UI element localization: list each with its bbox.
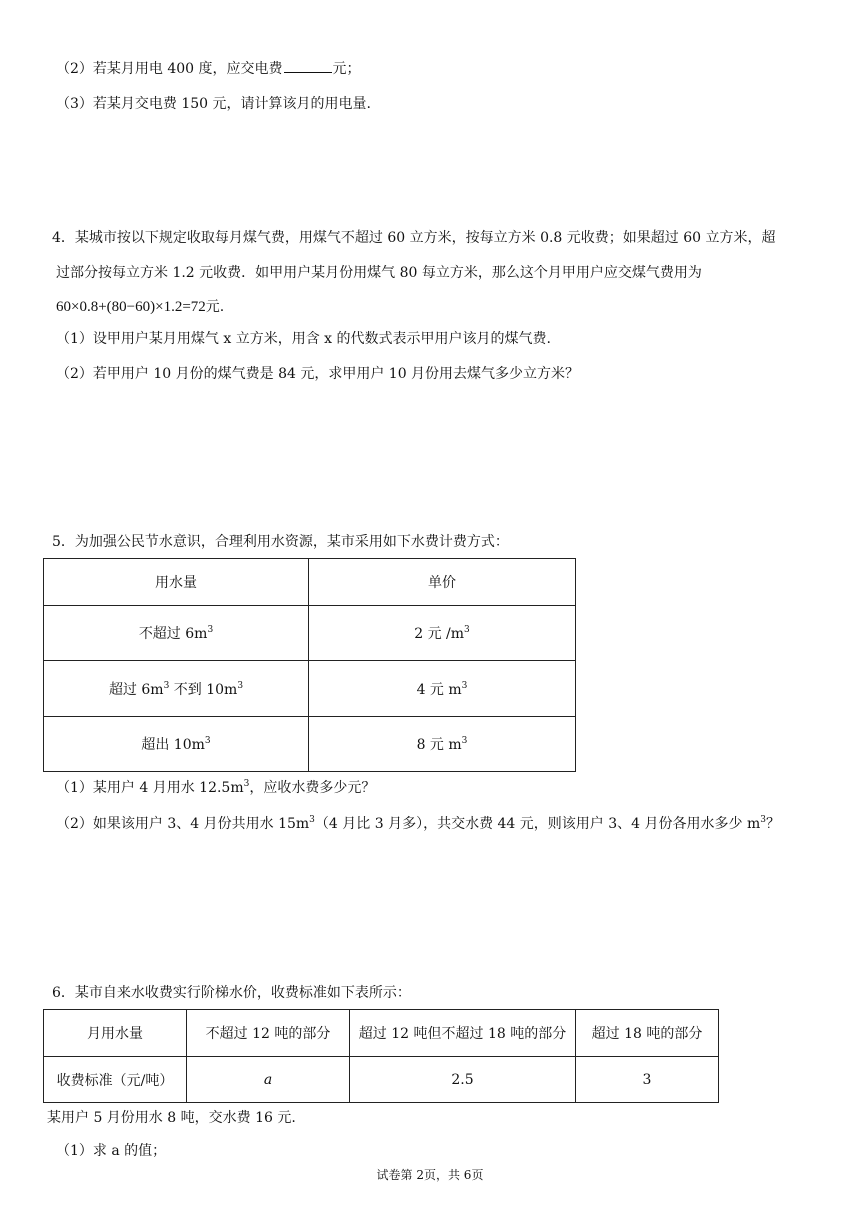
q4-sub2: （2）若甲用户 10 月份的煤气费是 84 元，求甲用户 10 月份用去煤气多少立方米？ — [56, 366, 580, 382]
table-row — [44, 717, 576, 772]
header-usage: 用水量 — [44, 559, 309, 606]
usage-cell: 超过 $6m^3$ 不到 $10m^3$ — [44, 661, 309, 717]
q6-note: 某用户 5 月份用水 8 吨，交水费 16 元. — [47, 1110, 296, 1126]
q4-formula: 60×0.8+(80−60)×1.2=72 — [56, 299, 206, 315]
q4-line1: 4．某城市按以下规定收取每月煤气费，用煤气不超过 60 立方米，按每立方米 0.8 元收费；如果超过 60 立方米，超 — [52, 230, 776, 246]
header-cell: 超过 12 吨但不超过 18 吨的部分 — [350, 1010, 576, 1057]
rate-cell: 2.5 — [350, 1057, 576, 1103]
row-label: 收费标准（元/吨） — [44, 1057, 187, 1103]
q4-formula-suffix: 元. — [205, 299, 225, 315]
header-cell: 不超过 12 吨的部分 — [187, 1010, 350, 1057]
q5-price-table — [43, 558, 576, 772]
q5-sub1: （1）某用户 4 月用水 $12.5m^3$，应收水费多少元？ — [56, 779, 376, 796]
q3-sub2-prefix: （2）若某月用电 400 度，应交电费 — [56, 61, 283, 77]
q3-sub2-suffix: 元； — [332, 61, 361, 77]
header-price: 单价 — [309, 559, 576, 606]
q6-sub1: （1）求 a 的值； — [56, 1143, 167, 1159]
answer-blank[interactable] — [284, 58, 332, 73]
q3-sub3: （3）若某月交电费 150 元，请计算该月的用电量. — [56, 96, 371, 112]
table-row — [44, 661, 576, 717]
price-cell: 2 元 $/m^3$ — [309, 606, 576, 661]
page-footer: 试卷第 2页，共 6页 — [376, 1168, 484, 1182]
q4-line2: 过部分按每立方米 1.2 元收费．如甲用户某月份用煤气 80 每立方米，那么这个月甲用户应交煤气费用为 — [56, 265, 702, 281]
header-cell: 月用水量 — [44, 1010, 187, 1057]
price-cell: 8 元 $m^3$ — [309, 717, 576, 772]
table-row — [44, 1057, 719, 1103]
q5-sub2: （2）如果该用户 3、4 月份共用水 $15m^3(4$ 月比 3 月多），共交水费 44 元，则该用户 3、4 月份各用水多少 $m^3$？ — [56, 815, 780, 832]
rate-cell: a — [187, 1057, 350, 1103]
q6-intro: 6．某市自来水收费实行阶梯水价，收费标准如下表所示： — [52, 985, 411, 1001]
table-header-row — [44, 559, 576, 606]
usage-cell: 超出 $10m^3$ — [44, 717, 309, 772]
q4-formula-line — [56, 297, 224, 317]
q3-sub2 — [56, 58, 361, 79]
q4-sub1: （1）设甲用户某月用煤气 x 立方米，用含 x 的代数式表示甲用户该月的煤气费. — [56, 331, 551, 347]
price-cell: 4 元 $m^3$ — [309, 661, 576, 717]
usage-cell: 不超过 $6m^3$ — [44, 606, 309, 661]
q5-intro: 5．为加强公民节水意识，合理利用水资源，某市采用如下水费计费方式： — [52, 534, 509, 550]
rate-cell: 3 — [576, 1057, 719, 1103]
header-cell: 超过 18 吨的部分 — [576, 1010, 719, 1057]
table-header-row — [44, 1010, 719, 1057]
q6-tier-table — [43, 1009, 719, 1103]
table-row — [44, 606, 576, 661]
